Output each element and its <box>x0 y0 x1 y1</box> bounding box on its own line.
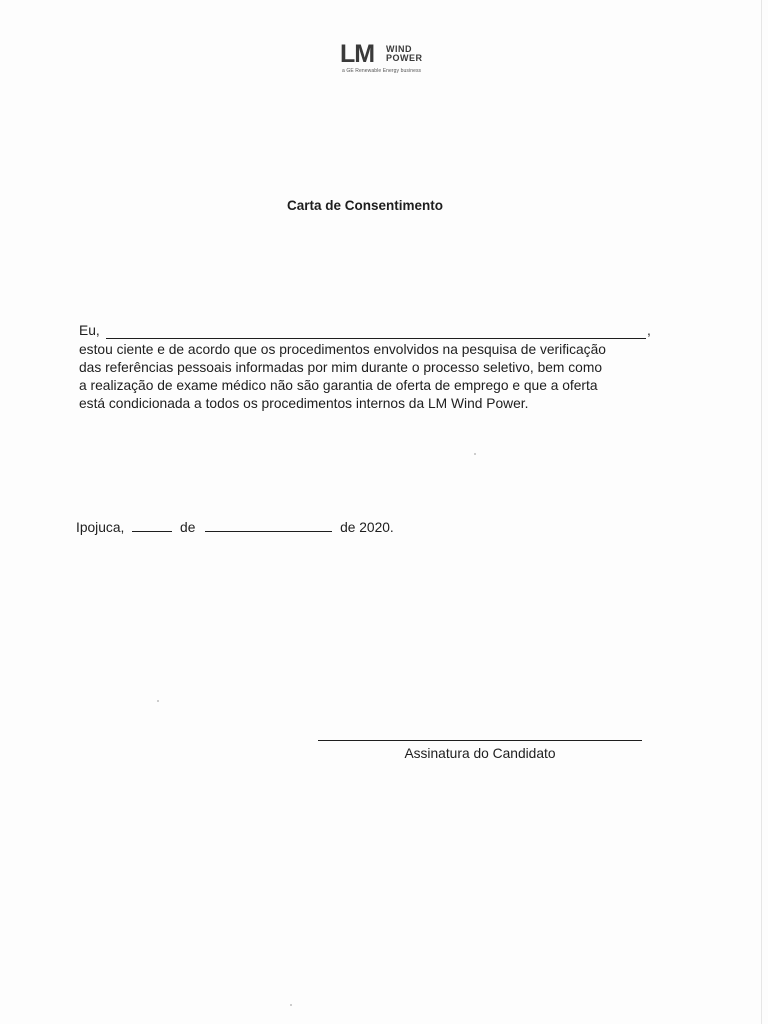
paragraph-line: estou ciente e de acordo que os procedimentos envolvidos na pesquisa de verificação <box>79 342 606 357</box>
consent-paragraph <box>79 341 659 413</box>
date-year: de 2020. <box>340 520 394 535</box>
eu-label: Eu, <box>79 323 100 338</box>
page-edge <box>761 0 762 1024</box>
document-title: Carta de Consentimento <box>286 198 444 213</box>
name-line <box>79 323 655 341</box>
date-de: de <box>180 520 196 535</box>
signature-line[interactable] <box>318 740 642 741</box>
month-blank-field[interactable] <box>205 517 332 532</box>
signature-label: Assinatura do Candidato <box>404 746 556 761</box>
scan-speck <box>290 1004 292 1006</box>
logo-tagline: a GE Renewable Energy business <box>342 68 422 74</box>
day-blank-field[interactable] <box>132 517 172 532</box>
date-city: Ipojuca, <box>76 520 125 535</box>
paragraph-line: está condicionada a todos os procedimentos internos da LM Wind Power. <box>79 396 529 411</box>
scan-speck <box>157 700 159 702</box>
paragraph-line: das referências pessoais informadas por mim durante o processo seletivo, bem como <box>79 360 602 375</box>
logo-line2: POWER <box>386 53 423 63</box>
date-line <box>76 517 394 535</box>
name-blank-field[interactable] <box>106 338 646 339</box>
logo-brand: LM <box>340 40 375 68</box>
paragraph-line: a realização de exame médico não são garantia de oferta de emprego e que a oferta <box>79 378 598 393</box>
scan-speck <box>474 453 476 455</box>
eu-trailing-comma: , <box>647 323 651 338</box>
lm-wind-power-logo <box>340 40 440 76</box>
logo-line1: WIND <box>386 44 412 54</box>
